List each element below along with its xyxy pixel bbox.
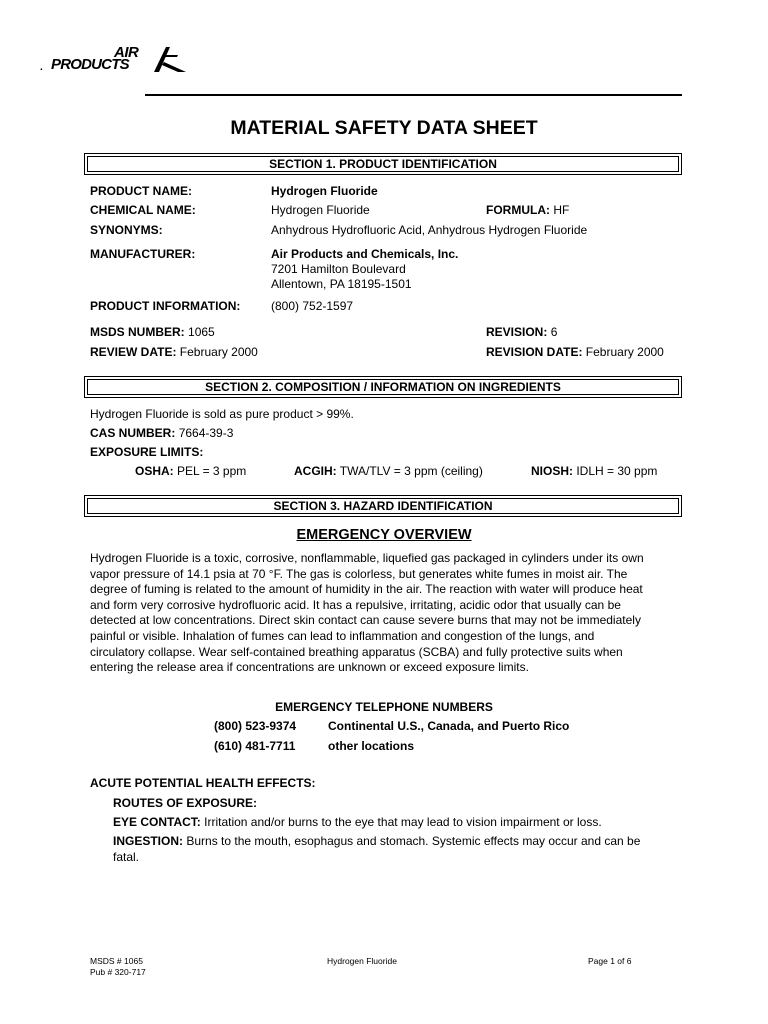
acgih-field: [294, 464, 483, 478]
overview-line: entering the release area if concentrations are unknown or exceed exposure limits.: [90, 660, 529, 675]
niosh-value: IDLH = 30 ppm: [576, 464, 658, 478]
revision-date-field: [486, 345, 664, 359]
msds-number-field: [90, 325, 215, 339]
section-3-heading: [84, 495, 682, 517]
product-name-label: PRODUCT NAME:: [90, 184, 192, 198]
emergency-phones-title: EMERGENCY TELEPHONE NUMBERS: [275, 700, 493, 714]
manufacturer-label: MANUFACTURER:: [90, 247, 196, 261]
osha-field: [135, 464, 246, 478]
emergency-overview-paragraph: [90, 551, 680, 676]
phone-desc-2: other locations: [328, 739, 415, 753]
logo-air: AIR: [114, 44, 139, 61]
document-title: MATERIAL SAFETY DATA SHEET: [230, 117, 538, 139]
revision-label: REVISION:: [486, 325, 548, 339]
review-date-field: [90, 345, 258, 359]
revision-value: 6: [550, 325, 558, 339]
footer-product-name: Hydrogen Fluoride: [327, 956, 397, 966]
product-name-value: Hydrogen Fluoride: [271, 184, 378, 198]
revision-date-value: February 2000: [585, 345, 664, 359]
synonyms-label: SYNONYMS:: [90, 223, 163, 237]
cas-number-value: 7664-39-3: [178, 426, 234, 440]
eye-contact-label: EYE CONTACT:: [113, 815, 201, 829]
manufacturer-address-2: Allentown, PA 18195-1501: [271, 277, 412, 291]
footer-pub-number: Pub # 320-717: [90, 967, 146, 977]
manufacturer-name: Air Products and Chemicals, Inc.: [271, 247, 459, 261]
ingestion-field: [113, 834, 683, 848]
osha-value: PEL = 3 ppm: [177, 464, 247, 478]
section-2-heading: [84, 376, 682, 398]
emergency-overview-title: EMERGENCY OVERVIEW: [296, 527, 472, 543]
header-rule: [145, 94, 682, 96]
logo-mark-icon: [148, 44, 188, 74]
overview-line: degree of fuming is related to the amount of humidity in the air. The reaction with water will produce heat: [90, 582, 643, 597]
chemical-name-label: CHEMICAL NAME:: [90, 203, 196, 217]
manufacturer-address-1: 7201 Hamilton Boulevard: [271, 262, 406, 276]
overview-line: Hydrogen Fluoride is a toxic, corrosive, nonflammable, liquefied gas packaged in cylinders under its own: [90, 551, 644, 565]
overview-line: circulatory collapse. Wear self-contained breathing apparatus (SCBA) and fully protective suits when: [90, 644, 623, 659]
product-info-phone: (800) 752-1597: [271, 299, 354, 313]
revision-date-label: REVISION DATE:: [486, 345, 583, 359]
formula-field: [486, 203, 569, 217]
phone-number-1: (800) 523-9374: [214, 719, 297, 733]
review-date-label: REVIEW DATE:: [90, 345, 177, 359]
ingestion-value: Burns to the mouth, esophagus and stomach. Systemic effects may occur and can be: [186, 834, 641, 848]
exposure-limits-label: EXPOSURE LIMITS:: [90, 445, 204, 459]
niosh-field: [531, 464, 657, 478]
product-info-label: PRODUCT INFORMATION:: [90, 299, 241, 313]
chemical-name-value: Hydrogen Fluoride: [271, 203, 370, 217]
cas-number-label: CAS NUMBER:: [90, 426, 176, 440]
routes-of-exposure-label: ROUTES OF EXPOSURE:: [113, 796, 258, 810]
eye-contact-field: [113, 815, 602, 829]
revision-field: [486, 325, 557, 339]
section-3-heading-text: SECTION 3. HAZARD IDENTIFICATION: [273, 499, 493, 513]
section-1-heading-text: SECTION 1. PRODUCT IDENTIFICATION: [269, 157, 497, 171]
overview-line: painful or visible. Inhalation of fumes can lead to inflammation and congestion of the lungs, and: [90, 628, 595, 643]
acgih-label: ACGIH:: [294, 464, 337, 478]
purity-text: Hydrogen Fluoride is sold as pure product > 99%.: [90, 407, 354, 421]
overview-line: and form very corrosive hydrofluoric acid. It has a repulsive, irritating, acidic odor that usually can be: [90, 597, 621, 612]
msds-number-label: MSDS NUMBER:: [90, 325, 185, 339]
logo-dot: .: [40, 62, 43, 73]
msds-number-value: 1065: [188, 325, 215, 339]
overview-line: detected at low concentrations. Direct skin contact can cause severe burns that may not be immediately: [90, 613, 641, 628]
section-2-heading-text: SECTION 2. COMPOSITION / INFORMATION ON INGREDIENTS: [205, 380, 561, 394]
overview-line: vapor pressure of 14.1 psia at 70 °F. The gas is colorless, but generates white fumes in moist air. The: [90, 566, 628, 581]
ingestion-label: INGESTION:: [113, 834, 184, 848]
osha-label: OSHA:: [135, 464, 174, 478]
synonyms-value: Anhydrous Hydrofluoric Acid, Anhydrous Hydrogen Fluoride: [271, 223, 588, 237]
acute-effects-label: ACUTE POTENTIAL HEALTH EFFECTS:: [90, 776, 316, 790]
formula-value: HF: [553, 203, 570, 217]
eye-contact-value: Irritation and/or burns to the eye that may lead to vision impairment or loss.: [204, 815, 602, 829]
footer-msds-number: MSDS # 1065: [90, 956, 143, 966]
cas-number-field: [90, 426, 233, 440]
phone-desc-1: Continental U.S., Canada, and Puerto Rico: [328, 719, 570, 733]
acgih-value: TWA/TLV = 3 ppm (ceiling): [339, 464, 483, 478]
niosh-label: NIOSH:: [531, 464, 573, 478]
footer-page-number: Page 1 of 6: [588, 956, 632, 966]
formula-label: FORMULA:: [486, 203, 550, 217]
logo-products: PRODUCTS: [51, 56, 129, 73]
review-date-value: February 2000: [179, 345, 258, 359]
phone-number-2: (610) 481-7711: [214, 739, 296, 753]
air-products-logo: [34, 44, 194, 84]
ingestion-value-cont: fatal.: [113, 850, 140, 864]
section-1-heading: [84, 153, 682, 175]
